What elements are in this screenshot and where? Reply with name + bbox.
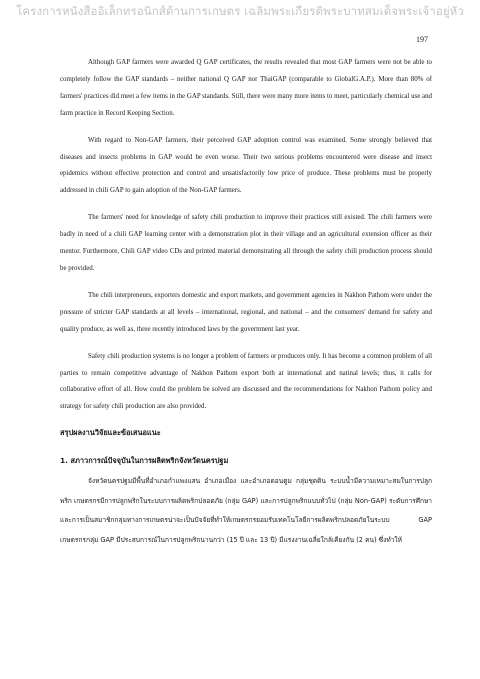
header-watermark: โครงการหนังสืออิเล็กทรอนิกส์ด้านการเกษตร เฉลิมพระเกียรติพระบาทสมเด็จพระเจ้าอยู่หัว — [16, 4, 464, 18]
sub-heading: 1. สภาวการณ์ปัจจุบันในการผลิตพริกจังหวัดนครปฐม — [60, 456, 229, 466]
paragraph-safety-systems: Safety chili production systems is no longer a problem of farmers or producers only. It has become a common problem of all parties to remain competitive advantage of Nakhon Pathom export both at international and natinal levels; thus, it calls for collaborative effort of all. How could the problem be solved are discussed and the recommendations for Nakhon Pathom policy and strategy for safety chili production are also provided. — [60, 352, 432, 411]
page-content — [60, 55, 432, 550]
paragraph-entrepreneurs: The chili interpreneurs, exporters domestic and export markets, and government agencies in Nakhon Pathom were under the pressure of stricter GAP standards at all levels – international, regional, and national – and the consumers' demand for safety and quality produce, as well as, three recently introduced laws by the government last year. — [60, 291, 432, 333]
paragraph-gap-farmers: Although GAP farmers were awarded Q GAP certificates, the results revealed that most GAP farmers were not be able to completely follow the GAP standards – neither national Q GAP nor ThaiGAP (comparable to GlobalG.A.P.). More than 80% of farmers' practices did meet a few items in the GAP standards. Still, there were many more items to meet, particularly chemical use and farm practice in Record Keeping Section. — [60, 59, 432, 117]
thai-paragraph: จังหวัดนครปฐมมีพื้นที่อำเภอกำแพงแสน อำเภอเมือง และอำเภอดอนตูม กลุ่มชุดดิน ระบบน้ำมีความเหมาะสมในการปลูกพริก เกษตรกรมีการปลูกพริกในระบบการผลิตพริกปลอดภัย (กลุ่ม GAP) และการปลูกพริกแบบทั่วไป (กลุ่ม Non-GAP) ระดับการศึกษาและการเป็นสมาชิกกลุ่มทางการเกษตรน่าจะเป็นปัจจัยที่ทำให้เกษตรกรยอมรับเทคโนโลยีการผลิตพริกปลอดภัยในระบบ GAP เกษตรกรกลุ่ม GAP มีประสบการณ์ในการปลูกพริกนานกว่า (15 ปี และ 13 ปี) มีแรงงานเฉลี่ยใกล้เคียงกัน (2 คน) ซึ่งทำให้ — [60, 477, 432, 544]
page-number: 197 — [416, 35, 428, 44]
paragraph-knowledge-need: The farmers' need for knowledge of safety chili production to improve their practices still existed. The chili farmers were badly in need of a chili GAP learning center with a demonstration plot in their village and an agricultural extension officer as their mentor. Furthermore, Chili GAP video CDs and printed material demonstrating all through the safety chili production process should be provided. — [60, 214, 432, 272]
paragraph-non-gap-farmers: With regard to Non-GAP farmers, their perceived GAP adoption control was examined. Some strongly believed that diseases and insects problems in GAP would be even worse. Their two serious problems encountered were disease and insect epidemics without effective protection and control and unsatisfactorily low price of produce. These problems must be properly addressed in chili GAP to gain adoption of the Non-GAP farmers. — [60, 136, 432, 195]
section-heading: สรุปผลงานวิจัยและข้อเสนอแนะ — [60, 428, 161, 438]
